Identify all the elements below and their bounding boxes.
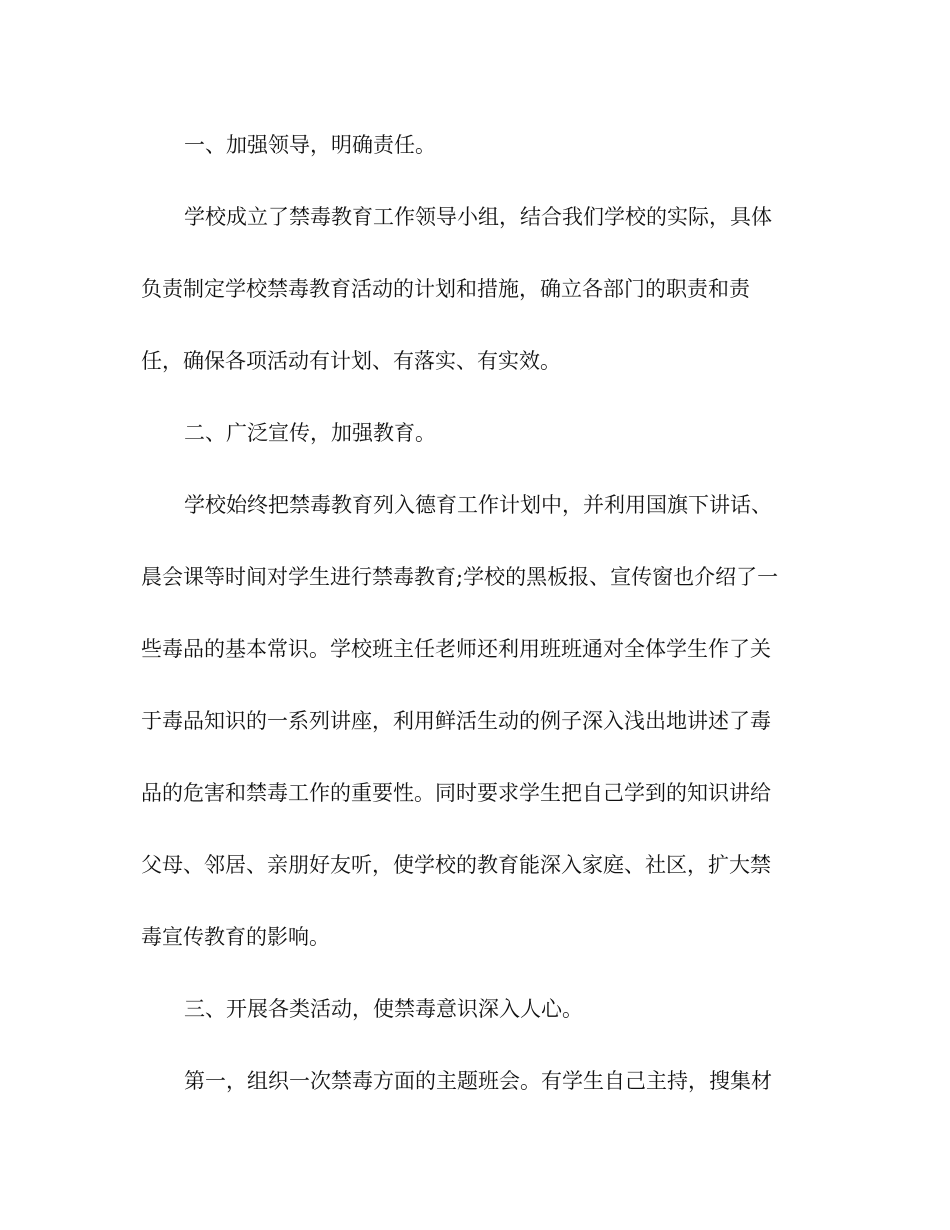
section-heading-3: 三、开展各类活动，使禁毒意识深入人心。 [184, 997, 583, 1021]
paragraph-2-line-3: 些毒品的基本常识。学校班主任老师还利用班班通对全体学生作了关 [141, 637, 771, 661]
section-heading-2: 二、广泛宣传，加强教育。 [184, 421, 436, 445]
paragraph-2-line-2: 晨会课等时间对学生进行禁毒教育;学校的黑板报、宣传窗也介绍了一 [141, 565, 779, 589]
paragraph-2-line-6: 父母、邻居、亲朋好友听，使学校的教育能深入家庭、社区，扩大禁 [141, 853, 771, 877]
section-heading-1: 一、加强领导，明确责任。 [184, 133, 436, 157]
paragraph-2-line-4: 于毒品知识的一系列讲座，利用鲜活生动的例子深入浅出地讲述了毒 [141, 709, 771, 733]
paragraph-3-line-1: 第一，组织一次禁毒方面的主题班会。有学生自己主持，搜集材 [184, 1069, 772, 1093]
paragraph-2-line-7: 毒宣传教育的影响。 [141, 925, 330, 949]
paragraph-1-line-1: 学校成立了禁毒教育工作领导小组，结合我们学校的实际，具体 [184, 205, 772, 229]
paragraph-1-line-3: 任，确保各项活动有计划、有落实、有实效。 [141, 349, 561, 373]
paragraph-2-line-1: 学校始终把禁毒教育列入德育工作计划中，并利用国旗下讲话、 [184, 493, 772, 517]
paragraph-2-line-5: 品的危害和禁毒工作的重要性。同时要求学生把自己学到的知识讲给 [141, 781, 771, 805]
paragraph-1-line-2: 负责制定学校禁毒教育活动的计划和措施，确立各部门的职责和责 [141, 277, 750, 301]
